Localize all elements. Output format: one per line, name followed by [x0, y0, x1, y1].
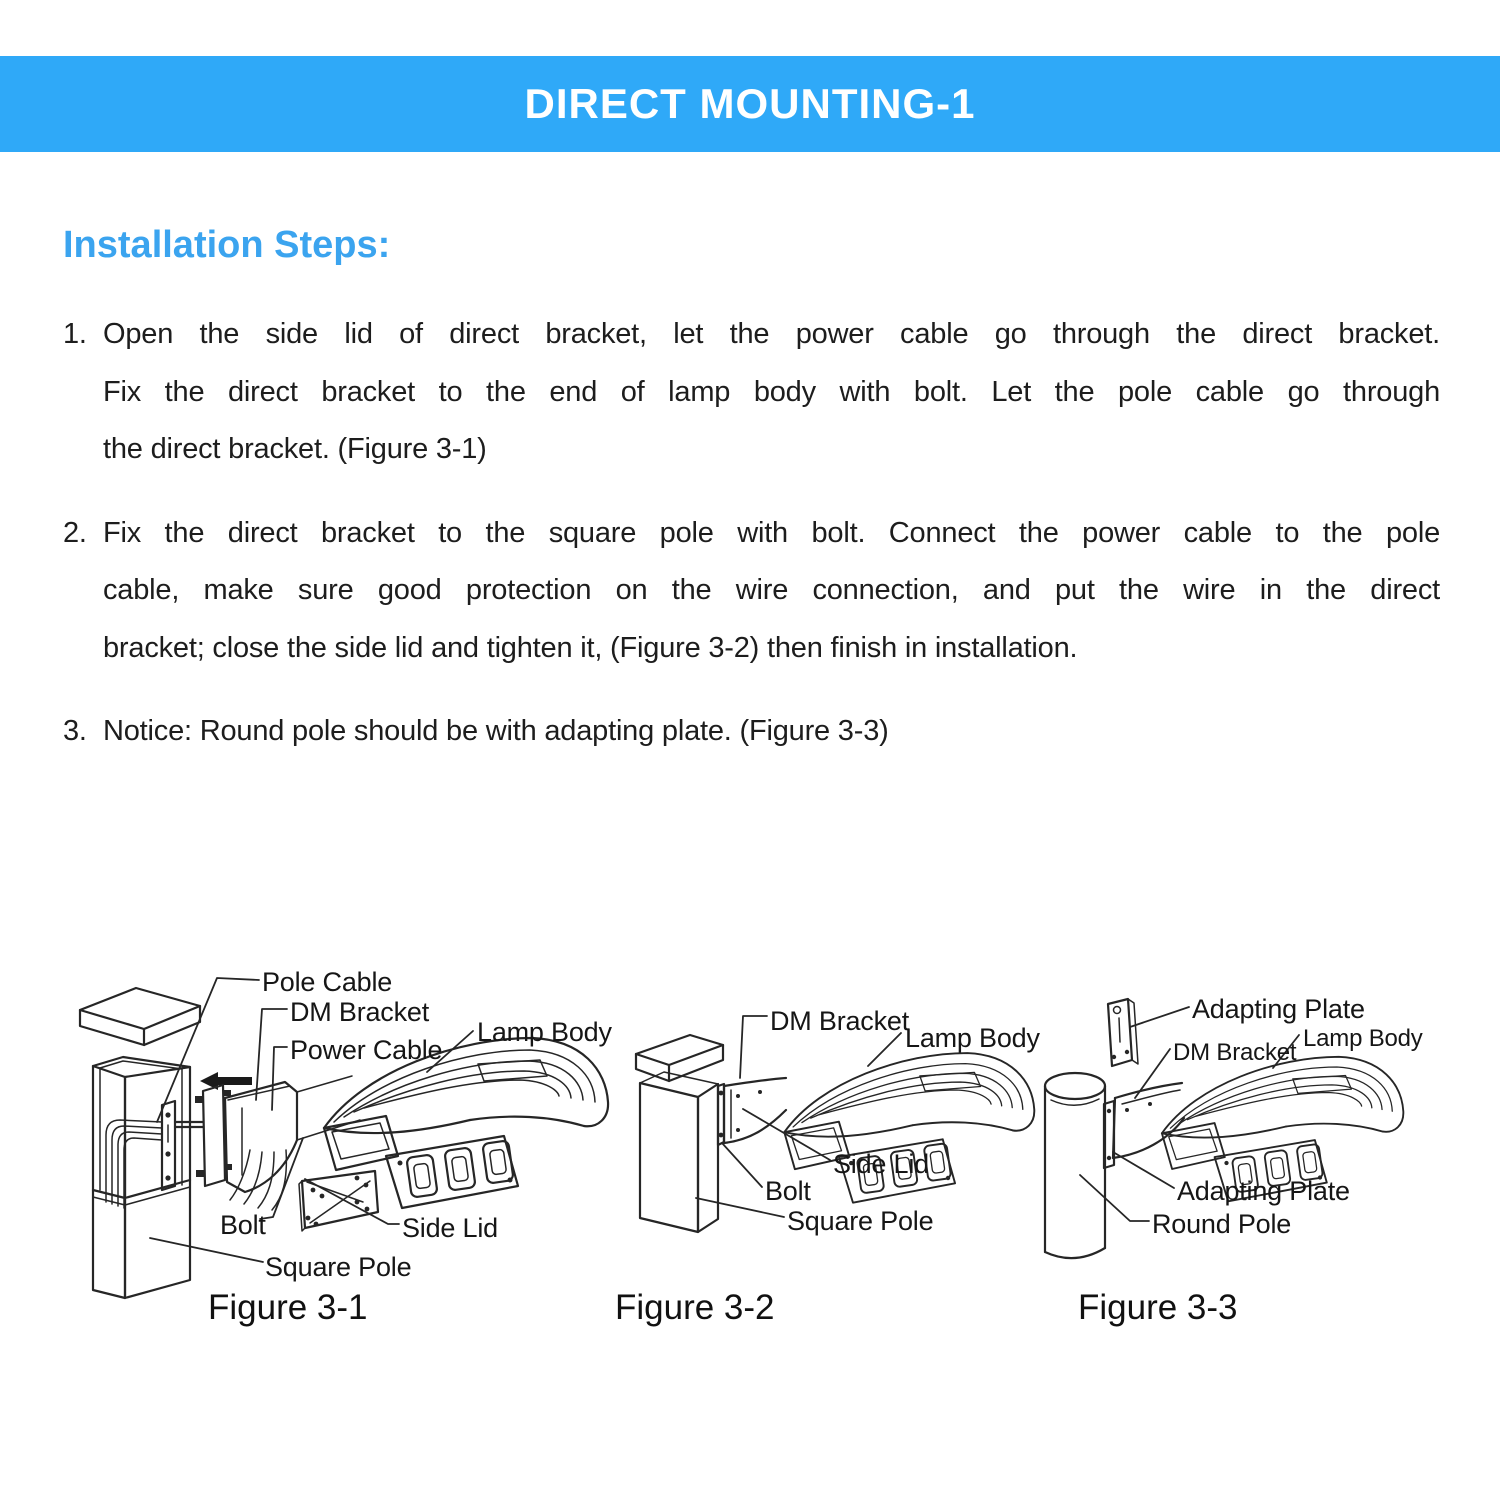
side-lid-drawing	[299, 1171, 378, 1231]
label-square-pole: Square Pole	[265, 1252, 412, 1282]
power-cable-drawing	[230, 1150, 286, 1210]
label-bolt: Bolt	[220, 1210, 266, 1240]
label-power-cable: Power Cable	[290, 1035, 443, 1065]
label-round-pole: Round Pole	[1152, 1209, 1292, 1239]
label-side-lid: Side Lid	[833, 1149, 929, 1179]
step-line: the direct bracket. (Figure 3-1)	[103, 433, 487, 465]
step-number: 3.	[63, 715, 87, 747]
step-line: Fix the direct bracket to the square pole with bolt. Connect the power cable to the pole	[103, 516, 1440, 549]
dm-bracket-drawing	[225, 1076, 360, 1192]
step-line: cable, make sure good protection on the wire connection, and put the wire in the direct	[103, 574, 1440, 606]
figure-caption: Figure 3-2	[615, 1288, 775, 1327]
label-adapting-plate: Adapting Plate	[1177, 1176, 1350, 1206]
round-pole-drawing	[1045, 1073, 1105, 1258]
step-number: 2.	[63, 516, 87, 549]
label-pole-cable: Pole Cable	[262, 967, 393, 997]
step-line: Fix the direct bracket to the end of lamp body with bolt. Let the pole cable go through	[103, 375, 1440, 408]
label-dm-bracket: DM Bracket	[290, 997, 430, 1027]
installation-steps-list	[63, 306, 1453, 787]
step-1	[63, 306, 1453, 479]
page-header-banner	[0, 56, 1500, 152]
pole-cap-drawing	[80, 988, 200, 1045]
step-2	[63, 505, 1453, 678]
figure-caption: Figure 3-3	[1078, 1288, 1238, 1327]
figure-3-3-diagram	[1030, 980, 1500, 1340]
left-arrow-icon	[200, 1072, 252, 1090]
dm-bracket-drawing	[724, 1078, 786, 1143]
step-3	[63, 703, 1453, 761]
lamp-body-drawing	[784, 1053, 1034, 1203]
label-square-pole: Square Pole	[787, 1206, 934, 1236]
step-text	[103, 505, 1440, 678]
adapting-plate-drawing	[1108, 999, 1138, 1066]
step-text	[103, 703, 1440, 761]
label-adapting-plate: Adapting Plate	[1192, 994, 1365, 1024]
step-line: bracket; close the side lid and tighten it, (Figure 3-2) then finish in installation.	[103, 631, 1078, 664]
step-text	[103, 306, 1440, 479]
step-line: Notice: Round pole should be with adapting plate. (Figure 3-3)	[103, 715, 889, 747]
page-title: DIRECT MOUNTING-1	[524, 80, 976, 127]
label-lamp-body: Lamp Body	[905, 1023, 1040, 1053]
square-pole-drawing	[640, 1072, 718, 1232]
section-heading: Installation Steps:	[63, 224, 391, 266]
step-line: Open the side lid of direct bracket, let the power cable go through the direct bracket.	[103, 318, 1440, 350]
label-side-lid: Side Lid	[402, 1213, 498, 1243]
step-number: 1.	[63, 318, 87, 350]
label-lamp-body: Lamp Body	[477, 1017, 612, 1047]
label-lamp-body: Lamp Body	[1303, 1025, 1423, 1052]
label-dm-bracket: DM Bracket	[1173, 1039, 1297, 1066]
pole-cap-drawing	[636, 1035, 723, 1081]
figure-caption: Figure 3-1	[208, 1288, 368, 1327]
label-bolt: Bolt	[765, 1176, 811, 1206]
label-dm-bracket: DM Bracket	[770, 1006, 910, 1036]
